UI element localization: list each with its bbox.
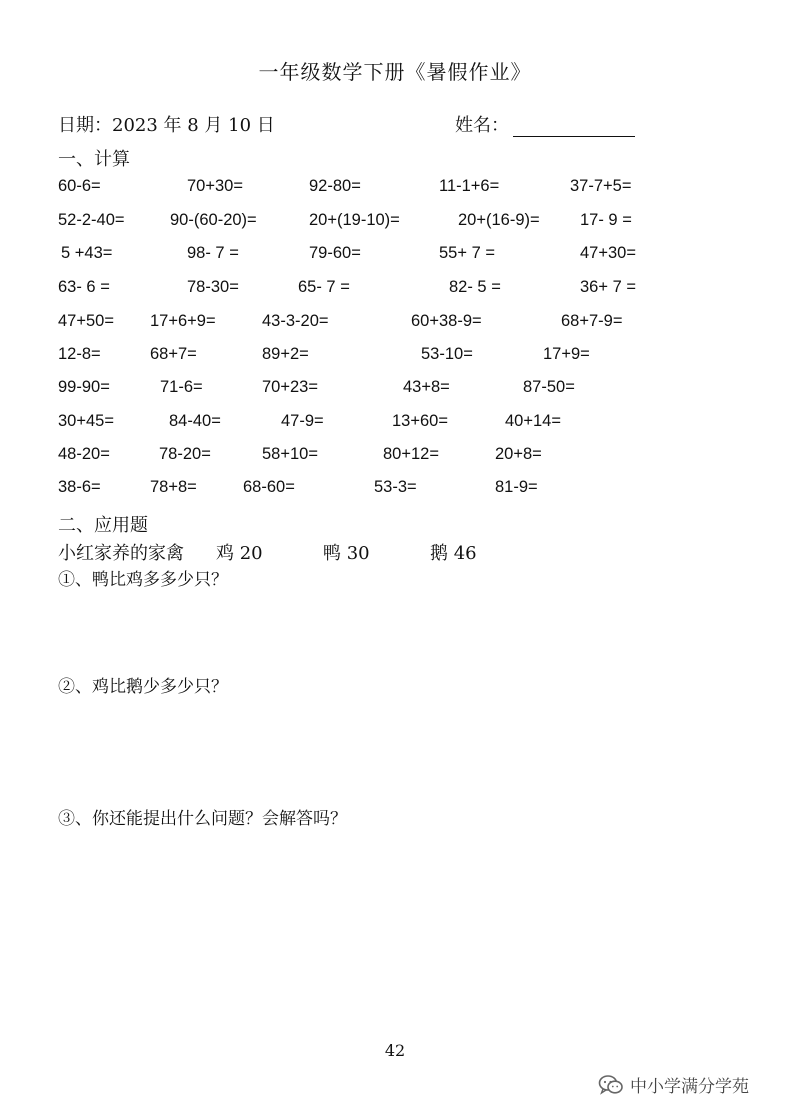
calc-problem: 78+8= [150,478,197,496]
calc-problem: 99-90= [58,378,110,396]
calc-row [0,177,790,201]
calc-problem: 71-6= [160,378,203,396]
name-label: 姓名： [455,115,509,136]
date-label: 日期：2023 年 8 月 10 日 [58,115,275,136]
calc-problem: 78-20= [159,445,211,463]
calc-problem: 52-2-40= [58,211,125,229]
name-field [455,111,635,137]
calc-problem: 78-30= [187,278,239,296]
calc-problem: 47+50= [58,312,114,330]
calc-problem: 55+ 7 = [439,244,495,262]
calc-problem: 47+30= [580,244,636,262]
calc-row [0,345,790,369]
calc-problem: 47-9= [281,412,324,430]
calc-row [0,211,790,235]
calc-problem: 79-60= [309,244,361,262]
question-2: ②、鸡比鹅少多少只？ [58,677,228,697]
calc-problem: 89+2= [262,345,309,363]
calc-problem: 12-8= [58,345,101,363]
question-1: ①、鸭比鸡多多少只？ [58,570,228,590]
calc-problem: 82- 5 = [449,278,501,296]
calc-problem: 90-(60-20)= [170,211,257,229]
calc-problem: 63- 6 = [58,278,110,296]
calc-problem: 92-80= [309,177,361,195]
calc-problem: 17+9= [543,345,590,363]
calc-problem: 11-1+6= [439,177,500,195]
calc-problem: 68+7= [150,345,197,363]
calc-problem: 53-3= [374,478,417,496]
calc-problem: 68-60= [243,478,295,496]
calc-problem: 43+8= [403,378,450,396]
watermark-text: 中小学满分学苑 [630,1077,749,1097]
calc-problem: 70+30= [187,177,243,195]
calc-problem: 38-6= [58,478,101,496]
wechat-icon [598,1074,624,1096]
calc-problem: 17- 9 = [580,211,632,229]
calc-problem: 58+10= [262,445,318,463]
calc-problem: 43-3-20= [262,312,329,330]
calc-problem: 30+45= [58,412,114,430]
calc-problem: 13+60= [392,412,448,430]
calc-problem: 36+ 7 = [580,278,636,296]
name-blank-line [513,118,635,137]
calc-problem: 20+(19-10)= [309,211,400,229]
calc-row [0,412,790,436]
calc-problem: 40+14= [505,412,561,430]
section-calculation-heading: 一、计算 [58,149,130,170]
calc-problem: 20+(16-9)= [458,211,540,229]
calc-row [0,312,790,336]
calc-row [0,478,790,502]
calc-row [0,244,790,268]
question-3: ③、你还能提出什么问题？会解答吗？ [58,809,347,829]
page-title: 一年级数学下册《暑假作业》 [258,60,532,84]
watermark [598,1072,749,1097]
animal-duck: 鸭 30 [323,543,370,564]
calc-problem: 65- 7 = [298,278,350,296]
calc-problem: 48-20= [58,445,110,463]
calc-row [0,378,790,402]
calc-problem: 80+12= [383,445,439,463]
calc-problem: 81-9= [495,478,538,496]
calc-problem: 87-50= [523,378,575,396]
calc-problem: 60-6= [58,177,101,195]
calc-problem: 68+7-9= [561,312,623,330]
calc-row [0,278,790,302]
calc-problem: 20+8= [495,445,542,463]
calc-problem: 17+6+9= [150,312,216,330]
calc-problem: 60+38-9= [411,312,482,330]
page-number: 42 [384,1041,406,1060]
calc-problem: 98- 7 = [187,244,239,262]
calc-problem: 53-10= [421,345,473,363]
word-problem-intro: 小红家养的家禽 [58,543,184,564]
animal-chicken: 鸡 20 [216,543,263,564]
calc-row [0,445,790,469]
section-word-problems-heading: 二、应用题 [58,515,148,536]
calc-problem: 37-7+5= [570,177,632,195]
animal-goose: 鹅 46 [430,543,477,564]
calc-problem: 5 +43= [61,244,113,262]
calc-problem: 70+23= [262,378,318,396]
calc-problem: 84-40= [169,412,221,430]
